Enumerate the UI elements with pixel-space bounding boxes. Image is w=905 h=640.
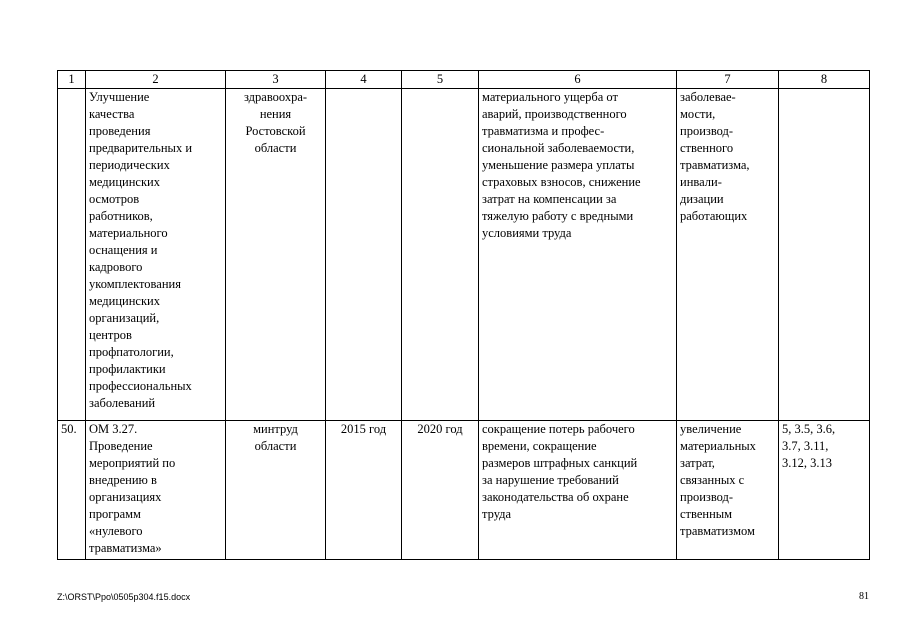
cell-text-line: травматизма»: [89, 541, 162, 555]
table-row: [58, 89, 870, 421]
cell-text-line: проведения: [89, 124, 151, 138]
cell-text-line: периодических: [89, 158, 170, 172]
cell-text-line: травматизмом: [680, 524, 755, 538]
end-year-cell: 2020 год: [402, 421, 479, 560]
cell-text-line: медицинских: [89, 175, 160, 189]
column-number: 1: [58, 71, 86, 89]
cell-text-line: 3.7, 3.11,: [782, 439, 829, 453]
cell-text-line: «нулевого: [89, 524, 143, 538]
cell-text-line: Ростовской: [245, 124, 306, 138]
cell-text-line: здравоохра-: [243, 90, 308, 104]
cell-text-line: предварительных и: [89, 141, 193, 155]
cell-text-line: 5, 3.5, 3.6,: [782, 422, 836, 436]
executor-cell: [226, 421, 326, 560]
cell-text-line: центров: [89, 328, 132, 342]
cell-text-line: сиональной заболеваемости,: [482, 141, 635, 155]
cell-text-line: профпатологии,: [89, 345, 174, 359]
cell-text-line: нения: [259, 107, 292, 121]
cell-text-line: ственным: [680, 507, 733, 521]
cell-text-line: сокращение потерь рабочего: [482, 422, 635, 436]
cell-text-line: оснащения и: [89, 243, 158, 257]
cell-text-line: затрат,: [680, 456, 715, 470]
cell-text-line: заболевае-: [680, 90, 736, 104]
cell-text-line: материального: [89, 226, 168, 240]
cell-text-line: производ-: [680, 124, 734, 138]
cell-text-line: травматизма и профес-: [482, 124, 605, 138]
cell-text-line: кадрового: [89, 260, 143, 274]
column-number: 6: [479, 71, 677, 89]
cell-text-line: программ: [89, 507, 141, 521]
program-table: [57, 70, 870, 560]
table-row: [58, 421, 870, 560]
cell-text-line: затрат на компенсации за: [482, 192, 617, 206]
cell-text-line: области: [254, 439, 297, 453]
cell-text-line: травматизма,: [680, 158, 750, 172]
cell-text-line: профессиональных: [89, 379, 192, 393]
cell-text-line: минтруд: [253, 422, 298, 436]
start-year-cell: 2015 год: [326, 421, 402, 560]
cell-text-line: законодательства об охране: [482, 490, 629, 504]
consequence-cell: [677, 89, 779, 421]
cell-text-line: страховых взносов, снижение: [482, 175, 641, 189]
cell-text-line: мости,: [680, 107, 716, 121]
file-path-footer: Z:\ORST\Ppo\0505p304.f15.docx: [57, 592, 191, 602]
cell-text-line: труда: [482, 507, 512, 521]
cell-text-line: заболеваний: [89, 396, 156, 410]
page-number: 81: [859, 591, 869, 602]
cell-text-line: профилактики: [89, 362, 166, 376]
column-number: 2: [86, 71, 226, 89]
cell-text-line: осмотров: [89, 192, 140, 206]
cell-text-line: условиями труда: [482, 226, 572, 240]
cell-text-line: 3.12, 3.13: [782, 456, 832, 470]
cell-text-line: организациях: [89, 490, 162, 504]
cell-text-line: материальных: [680, 439, 756, 453]
cell-text-line: организаций,: [89, 311, 160, 325]
cell-text-line: укомплектования: [89, 277, 181, 291]
measure-name-cell: [86, 89, 226, 421]
measure-name-cell: [86, 421, 226, 560]
cell-text-line: работающих: [680, 209, 748, 223]
cell-text-line: за нарушение требований: [482, 473, 619, 487]
expected-result-cell: [479, 421, 677, 560]
cell-text-line: ОМ 3.27.: [89, 422, 138, 436]
cell-text-line: качества: [89, 107, 135, 121]
cell-text-line: Проведение: [89, 439, 153, 453]
cell-text-line: размеров штрафных санкций: [482, 456, 638, 470]
cell-text-line: работников,: [89, 209, 153, 223]
row-number-cell: 50.: [58, 421, 86, 560]
cell-text-line: области: [254, 141, 297, 155]
cell-text-line: мероприятий по: [89, 456, 176, 470]
linked-indicators-cell: [779, 421, 870, 560]
row-number-cell: [58, 89, 86, 421]
cell-text-line: времени, сокращение: [482, 439, 597, 453]
executor-cell: [226, 89, 326, 421]
cell-text-line: Улучшение: [89, 90, 150, 104]
end-year-cell: [402, 89, 479, 421]
cell-text-line: аварий, производственного: [482, 107, 627, 121]
cell-text-line: производ-: [680, 490, 734, 504]
start-year-cell: [326, 89, 402, 421]
column-number: 8: [779, 71, 870, 89]
cell-text-line: материального ущерба от: [482, 90, 618, 104]
cell-text-line: связанных с: [680, 473, 745, 487]
column-number: 3: [226, 71, 326, 89]
linked-indicators-cell: [779, 89, 870, 421]
column-number: 5: [402, 71, 479, 89]
cell-text-line: медицинских: [89, 294, 160, 308]
column-number: 4: [326, 71, 402, 89]
cell-text-line: уменьшение размера уплаты: [482, 158, 635, 172]
cell-text-line: дизации: [680, 192, 724, 206]
column-number-row: [58, 71, 870, 89]
cell-text-line: тяжелую работу с вредными: [482, 209, 634, 223]
column-number: 7: [677, 71, 779, 89]
cell-text-line: внедрению в: [89, 473, 157, 487]
cell-text-line: увеличение: [680, 422, 742, 436]
consequence-cell: [677, 421, 779, 560]
cell-text-line: ственного: [680, 141, 734, 155]
cell-text-line: инвали-: [680, 175, 722, 189]
expected-result-cell: [479, 89, 677, 421]
